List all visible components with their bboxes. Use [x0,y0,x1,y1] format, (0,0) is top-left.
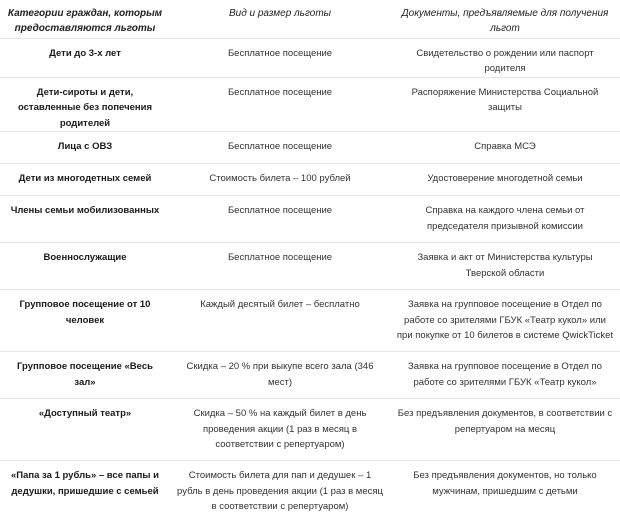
benefit-cell: Бесплатное посещение [170,38,390,77]
header-documents: Документы, предъявляемые для получения льгот [390,0,620,38]
table-row [0,290,620,352]
category-cell: Групповое посещение «Весь зал» [0,352,170,399]
benefit-cell: Бесплатное посещение [170,196,390,243]
table-row [0,196,620,243]
benefit-cell: Каждый десятый билет – бесплатно [170,290,390,352]
documents-cell: Распоряжение Министерства Социальной защиты [390,77,620,132]
category-cell: Лица с ОВЗ [0,132,170,164]
category-cell: Дети из многодетных семей [0,164,170,196]
table-row [0,461,620,523]
documents-cell: Заявка на групповое посещение в Отдел по работе со зрителями ГБУК «Театр кукол» [390,352,620,399]
benefit-cell: Стоимость билета – 100 рублей [170,164,390,196]
header-category: Категории граждан, которым предоставляются льготы [0,0,170,38]
category-cell: Члены семьи мобилизованных [0,196,170,243]
header-benefit: Вид и размер льготы [170,0,390,38]
documents-cell: Без предъявления документов, в соответствии с репертуаром на месяц [390,399,620,461]
documents-cell: Без предъявления документов, но только мужчинам, пришедшим с детьми [413,470,597,497]
table-row [0,352,620,399]
category-cell: Групповое посещение от 10 человек [0,290,170,352]
benefit-cell: Скидка – 20 % при выкупе всего зала (346 мест) [170,352,390,399]
category-cell: «Папа за 1 рубль» – все папы и дедушки, пришедшие с семьей [11,470,159,497]
category-cell: Дети-сироты и дети, оставленные без попечения родителей [0,77,170,132]
table-row [0,132,620,164]
table-row [0,164,620,196]
benefit-cell: Стоимость билета для пап и дедушек – 1 рубль в день проведения акции (1 раз в месяц в соответствии с репертуаром) [177,470,383,512]
documents-cell: Заявка на групповое посещение в Отдел по работе со зрителями ГБУК «Театр кукол» или при покупке от 10 билетов в системе QwickTicket [390,290,620,352]
table-row [0,243,620,290]
benefit-cell: Бесплатное посещение [170,132,390,164]
table-row [0,77,620,132]
category-cell: Военнослужащие [0,243,170,290]
documents-cell: Заявка и акт от Министерства культуры Тверской области [390,243,620,290]
documents-cell: Справка МСЭ [390,132,620,164]
table-row [0,399,620,461]
documents-cell: Удостоверение многодетной семьи [390,164,620,196]
table-row [0,38,620,77]
category-cell: «Доступный театр» [0,399,170,461]
documents-cell: Свидетельство о рождении или паспорт родителя [390,38,620,77]
table-header-row [0,0,620,38]
benefit-cell: Скидка – 50 % на каждый билет в день проведения акции (1 раз в месяц в соответствии с репертуаром) [170,399,390,461]
documents-cell: Справка на каждого члена семьи от председателя призывной комиссии [390,196,620,243]
benefit-cell: Бесплатное посещение [170,243,390,290]
category-cell: Дети до 3-х лет [0,38,170,77]
benefit-cell: Бесплатное посещение [170,77,390,132]
